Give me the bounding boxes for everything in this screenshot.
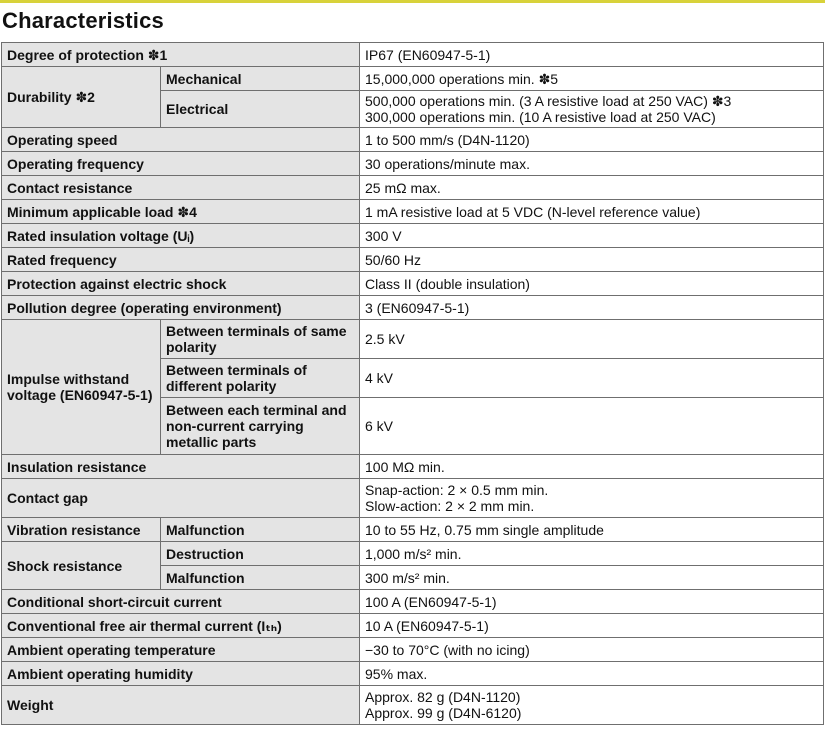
row-label: Contact gap xyxy=(2,479,360,518)
row-label: Weight xyxy=(2,686,360,725)
row-value: 100 A (EN60947-5-1) xyxy=(360,590,824,614)
table-row xyxy=(2,67,824,91)
table-row xyxy=(2,248,824,272)
table-row xyxy=(2,224,824,248)
row-value: 15,000,000 operations min. ✽5 xyxy=(360,67,824,91)
row-label: Rated insulation voltage (Uᵢ) xyxy=(2,224,360,248)
table-row xyxy=(2,518,824,542)
row-value: Class II (double insulation) xyxy=(360,272,824,296)
row-label: Ambient operating temperature xyxy=(2,638,360,662)
table-row xyxy=(2,152,824,176)
row-label: Operating speed xyxy=(2,128,360,152)
table-row xyxy=(2,455,824,479)
table-row xyxy=(2,542,824,566)
row-label: Insulation resistance xyxy=(2,455,360,479)
row-label: Conditional short-circuit current xyxy=(2,590,360,614)
table-row xyxy=(2,296,824,320)
row-label: Degree of protection ✽1 xyxy=(2,43,360,67)
table-row xyxy=(2,43,824,67)
row-label: Protection against electric shock xyxy=(2,272,360,296)
row-value: 1 mA resistive load at 5 VDC (N-level reference value) xyxy=(360,200,824,224)
table-row xyxy=(2,590,824,614)
row-value: 100 MΩ min. xyxy=(360,455,824,479)
row-value: 1,000 m/s² min. xyxy=(360,542,824,566)
table-row xyxy=(2,176,824,200)
row-label: Impulse withstand voltage (EN60947-5-1) xyxy=(2,320,161,455)
page-title: Characteristics xyxy=(2,8,164,33)
row-sublabel: Between terminals of different polarity xyxy=(161,359,360,398)
table-row xyxy=(2,686,824,725)
row-value: Snap-action: 2 × 0.5 mm min. Slow-action: 2 × 2 mm min. xyxy=(360,479,824,518)
row-sublabel: Between each terminal and non-current carrying metallic parts xyxy=(161,398,360,455)
row-value: 300 V xyxy=(360,224,824,248)
row-value: 500,000 operations min. (3 A resistive load at 250 VAC) ✽3 300,000 operations min. (10 A resistive load at 250 VAC) xyxy=(360,91,824,128)
row-label: Vibration resistance xyxy=(2,518,161,542)
table-row xyxy=(2,479,824,518)
row-label: Minimum applicable load ✽4 xyxy=(2,200,360,224)
row-label: Contact resistance xyxy=(2,176,360,200)
table-row xyxy=(2,272,824,296)
row-sublabel: Between terminals of same polarity xyxy=(161,320,360,359)
row-value: 50/60 Hz xyxy=(360,248,824,272)
row-sublabel: Destruction xyxy=(161,542,360,566)
row-value: 1 to 500 mm/s (D4N-1120) xyxy=(360,128,824,152)
row-value: 10 A (EN60947-5-1) xyxy=(360,614,824,638)
row-sublabel: Malfunction xyxy=(161,566,360,590)
row-value: IP67 (EN60947-5-1) xyxy=(360,43,824,67)
row-value: 2.5 kV xyxy=(360,320,824,359)
row-value: 95% max. xyxy=(360,662,824,686)
table-row xyxy=(2,614,824,638)
row-sublabel: Electrical xyxy=(161,91,360,128)
table-row xyxy=(2,128,824,152)
row-sublabel: Malfunction xyxy=(161,518,360,542)
table-row xyxy=(2,638,824,662)
row-label: Durability ✽2 xyxy=(2,67,161,128)
row-value: 30 operations/minute max. xyxy=(360,152,824,176)
table-row xyxy=(2,200,824,224)
row-label: Ambient operating humidity xyxy=(2,662,360,686)
row-label: Operating frequency xyxy=(2,152,360,176)
row-label: Pollution degree (operating environment) xyxy=(2,296,360,320)
table-row xyxy=(2,320,824,359)
row-value: 25 mΩ max. xyxy=(360,176,824,200)
row-label: Rated frequency xyxy=(2,248,360,272)
row-value: −30 to 70°C (with no icing) xyxy=(360,638,824,662)
table-row xyxy=(2,662,824,686)
row-value: 6 kV xyxy=(360,398,824,455)
row-value: 300 m/s² min. xyxy=(360,566,824,590)
row-value: 3 (EN60947-5-1) xyxy=(360,296,824,320)
row-value: Approx. 82 g (D4N-1120) Approx. 99 g (D4N-6120) xyxy=(360,686,824,725)
row-label: Shock resistance xyxy=(2,542,161,590)
row-label: Conventional free air thermal current (Iₜₕ) xyxy=(2,614,360,638)
characteristics-table xyxy=(1,42,824,725)
row-sublabel: Mechanical xyxy=(161,67,360,91)
row-value: 10 to 55 Hz, 0.75 mm single amplitude xyxy=(360,518,824,542)
row-value: 4 kV xyxy=(360,359,824,398)
top-accent-line xyxy=(0,0,825,3)
